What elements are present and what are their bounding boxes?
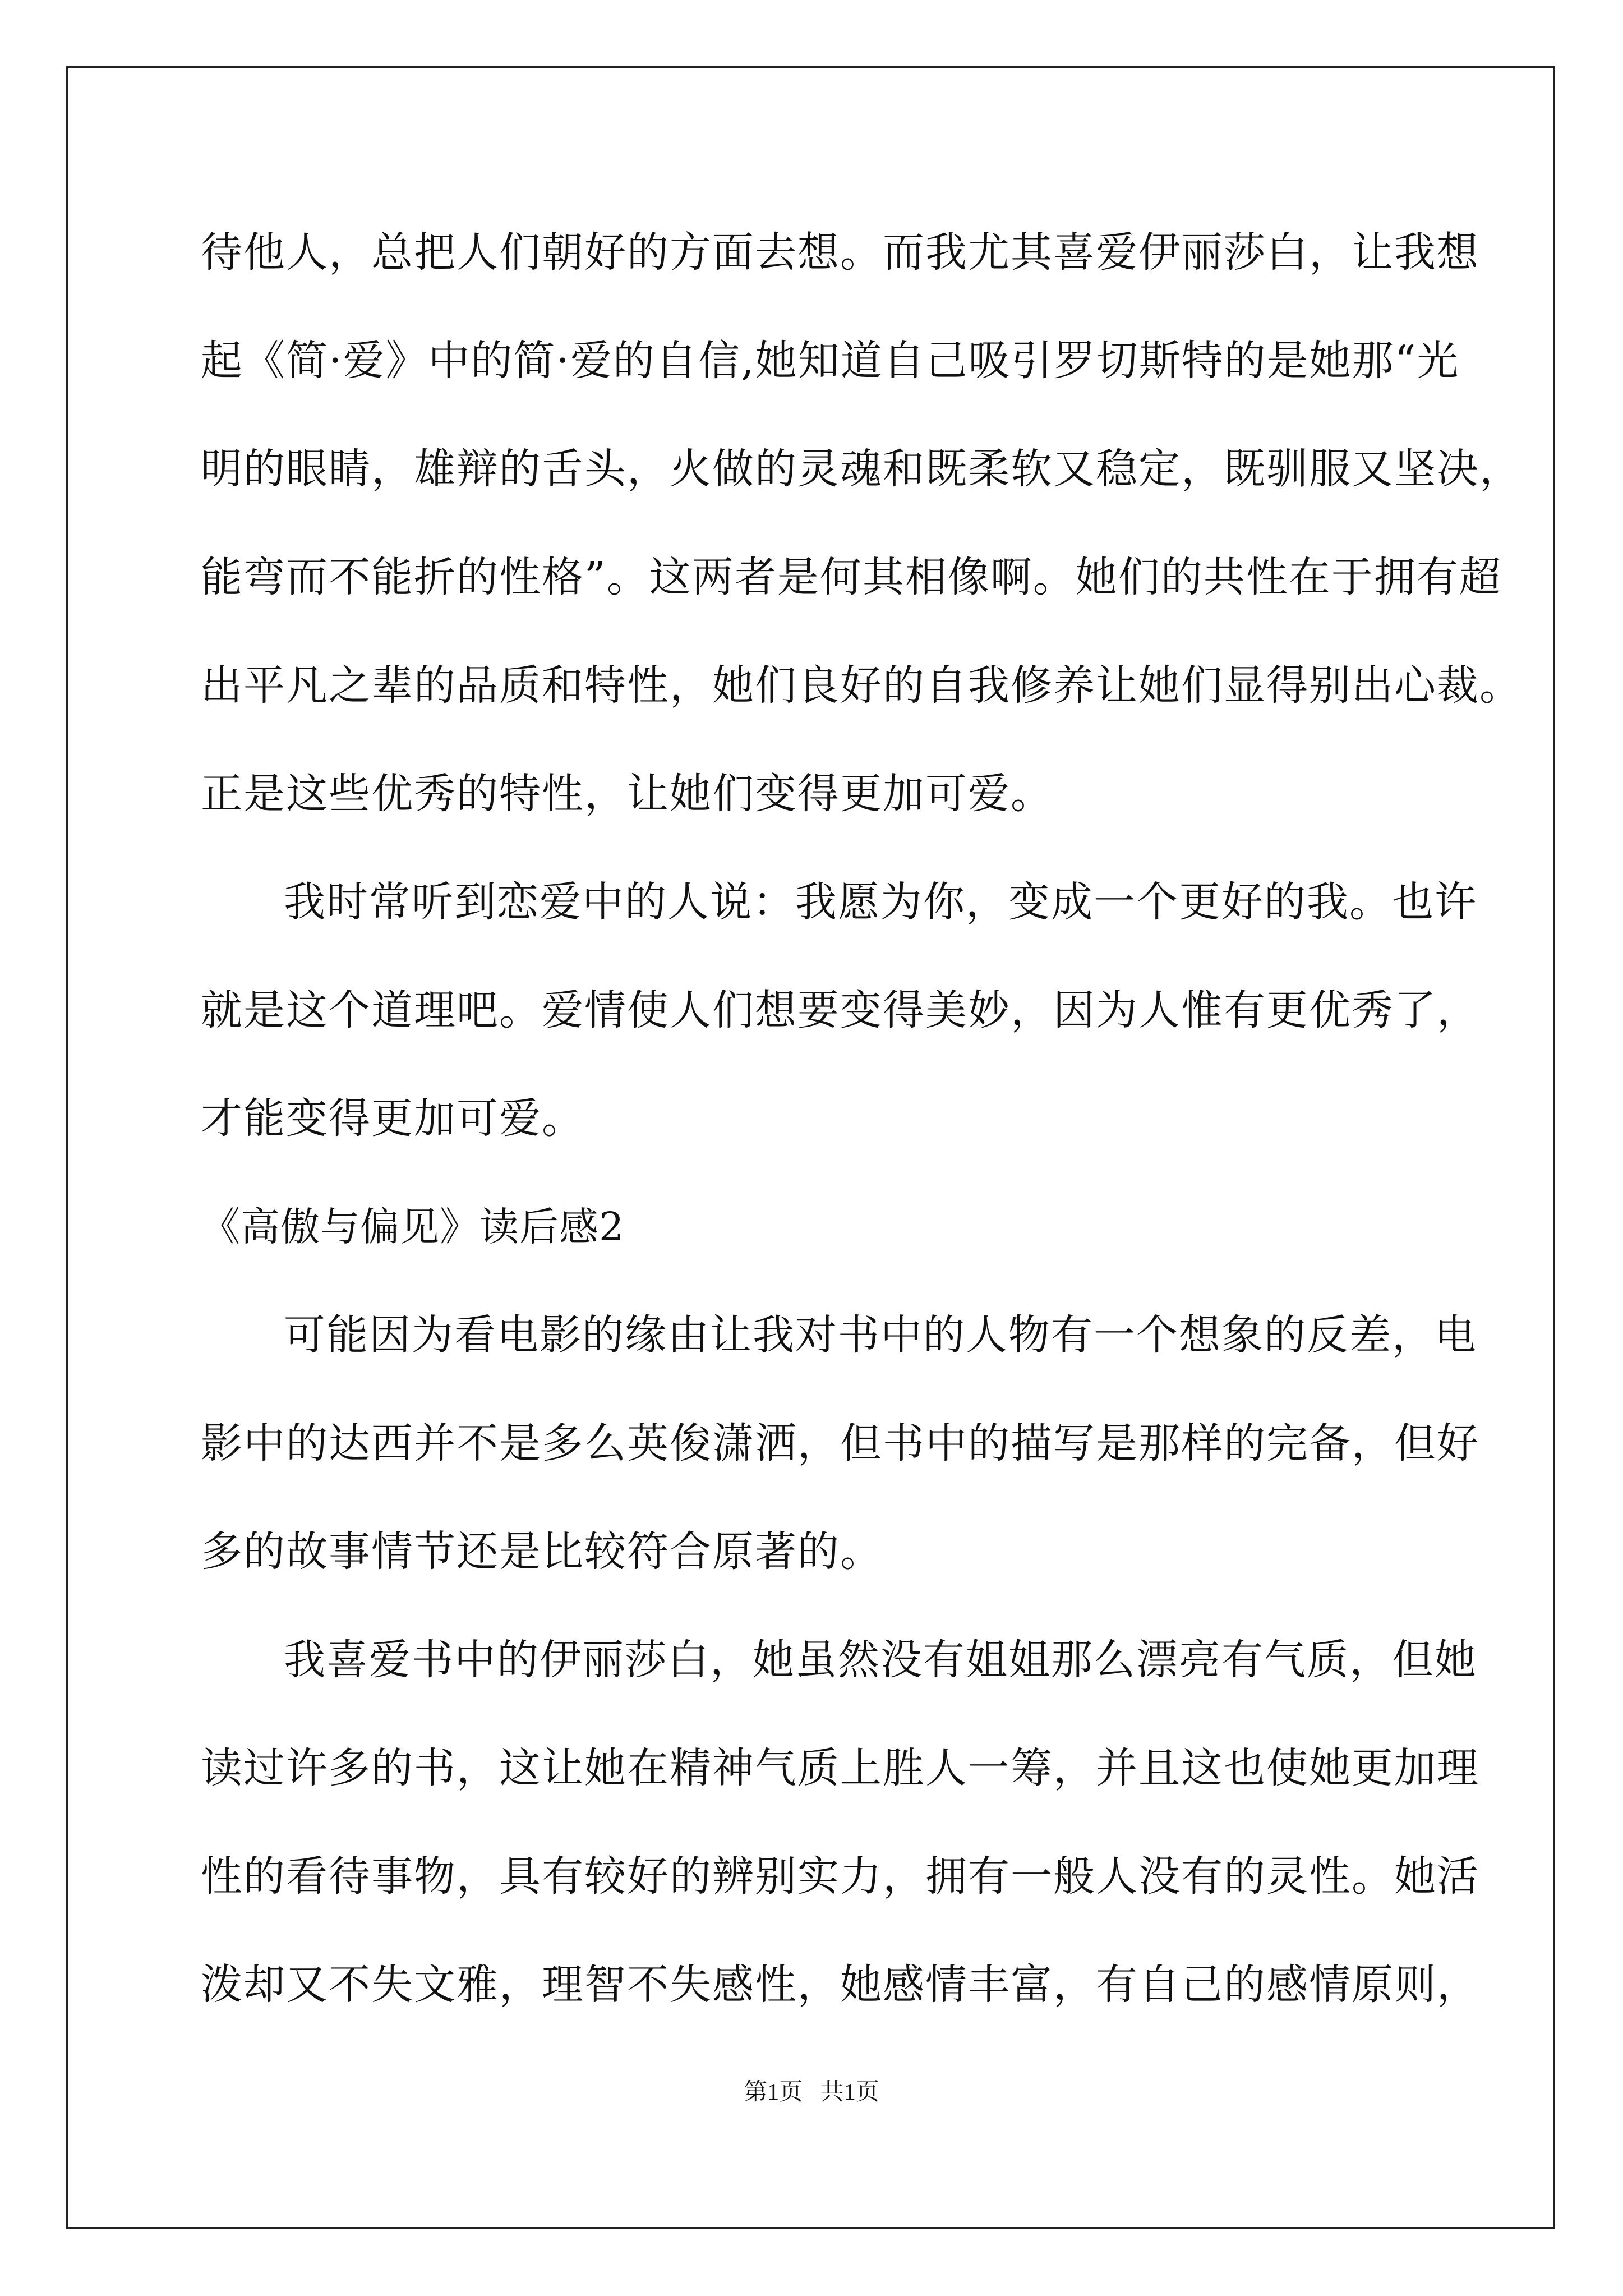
text-line: 才能变得更加可爱。 <box>201 1094 584 1143</box>
text-line: 起《简·爱》中的简·爱的自信,她知道自己吸引罗切斯特的是她那“光 <box>201 337 1460 385</box>
page-number-footer: 第1页 共1页 <box>744 2079 879 2105</box>
paragraph-start-line: 我喜爱书中的伊丽莎白，她虽然没有姐姐那么漂亮有气质，但她 <box>284 1636 1477 1684</box>
text-line: 明的眼睛，雄辩的舌头，火做的灵魂和既柔软又稳定，既驯服又坚决， <box>201 445 1522 493</box>
paragraph-start-line: 我时常听到恋爱中的人说：我愿为你，变成一个更好的我。也许 <box>284 878 1477 926</box>
document-body <box>201 216 1522 2056</box>
text-line: 性的看待事物，具有较好的辨别实力，拥有一般人没有的灵性。她活 <box>201 1852 1479 1901</box>
section-heading: 《高傲与偏见》读后感2 <box>201 1204 625 1250</box>
text-line: 正是这些优秀的特性，让她们变得更加可爱。 <box>201 770 1053 818</box>
text-line: 影中的达西并不是多么英俊潇洒，但书中的描写是那样的完备，但好 <box>201 1419 1479 1467</box>
text-line: 能弯而不能折的性格”。这两者是何其相像啊。她们的共性在于拥有超 <box>201 553 1502 601</box>
text-line: 就是这个道理吧。爱情使人们想要变得美妙，因为人惟有更优秀了， <box>201 986 1479 1034</box>
paragraph-start-line: 可能因为看电影的缘由让我对书中的人物有一个想象的反差，电 <box>284 1311 1477 1359</box>
text-line: 读过许多的书，这让她在精神气质上胜人一筹，并且这也使她更加理 <box>201 1744 1479 1792</box>
text-line: 待他人，总把人们朝好的方面去想。而我尤其喜爱伊丽莎白，让我想 <box>201 228 1479 277</box>
text-line: 泼却又不失文雅，理智不失感性，她感情丰富，有自己的感情原则， <box>201 1961 1479 2009</box>
text-line: 多的故事情节还是比较符合原著的。 <box>201 1527 883 1576</box>
text-line: 出平凡之辈的品质和特性，她们良好的自我修养让她们显得别出心裁。 <box>201 661 1522 710</box>
